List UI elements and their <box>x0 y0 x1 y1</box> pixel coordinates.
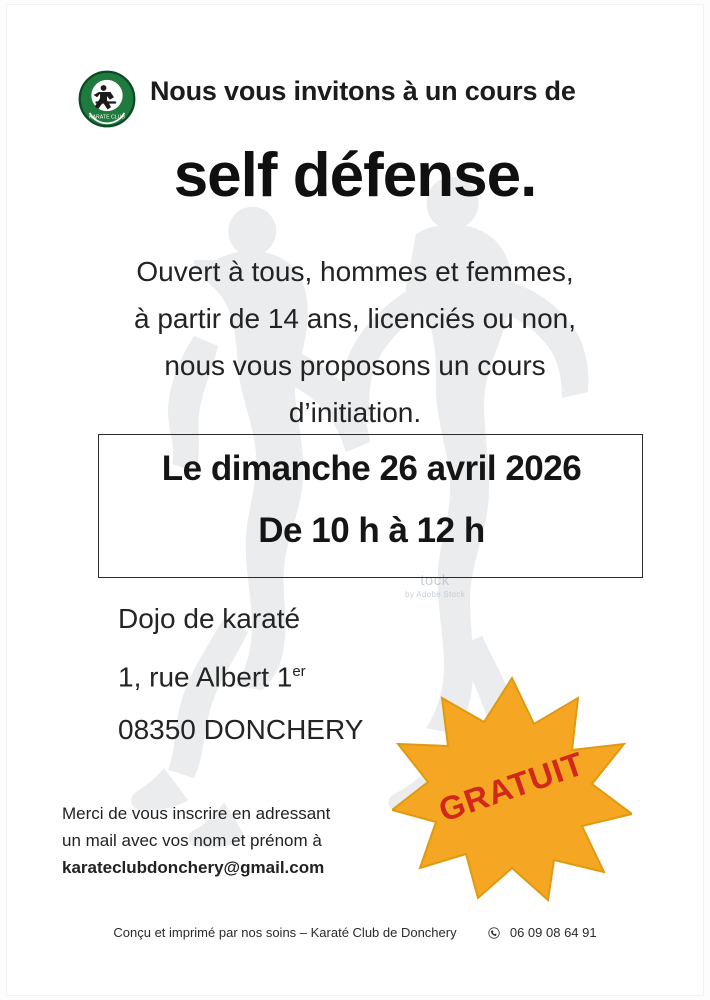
invitation-line: Nous vous invitons à un cours de <box>150 76 576 106</box>
karate-club-logo-icon <box>78 70 136 128</box>
phone-icon <box>488 927 500 939</box>
description-paragraph <box>0 248 710 436</box>
free-badge-label: GRATUIT <box>434 744 590 829</box>
registration-note <box>62 800 402 881</box>
event-date: Le dimanche 26 avril 2026 <box>161 449 582 488</box>
svg-text:KARATE CLUB: KARATE CLUB <box>89 114 125 121</box>
page-title-text: self défense <box>173 141 521 210</box>
page-title-dot: . <box>520 141 537 210</box>
registration-email[interactable]: karateclubdonchery@gmail.com <box>62 858 325 877</box>
footer-phone-number: 06 09 08 64 91 <box>509 925 597 940</box>
address-line-venue: Dojo de karaté <box>118 603 301 634</box>
footer-phone-block <box>488 925 596 940</box>
watermark-text: tock <box>420 572 450 589</box>
registration-note-line-1: Merci de vous inscrire en adressant <box>62 804 331 823</box>
page-title <box>0 140 710 211</box>
description-line-4: d’initiation. <box>288 397 422 428</box>
watermark-subtext: by Adobe Stock <box>405 590 465 599</box>
event-time: De 10 h à 12 h <box>258 511 485 550</box>
date-time-box <box>98 434 643 578</box>
footer <box>0 925 710 940</box>
address-street-superscript: er <box>292 663 306 680</box>
address-street-text: 1, rue Albert 1 <box>118 661 293 693</box>
registration-note-line-2: un mail avec vos nom et prénom à <box>62 831 322 850</box>
free-badge-starburst <box>392 672 632 902</box>
description-line-3: nous vous proposons un cours <box>164 350 546 381</box>
description-line-1: Ouvert à tous, hommes et femmes, <box>136 256 574 287</box>
footer-credit: Conçu et imprimé par nos soins – Karaté Club de Donchery <box>113 925 457 940</box>
address-line-city: 08350 DONCHERY <box>118 714 364 746</box>
description-line-2: à partir de 14 ans, licenciés ou non, <box>133 303 577 334</box>
